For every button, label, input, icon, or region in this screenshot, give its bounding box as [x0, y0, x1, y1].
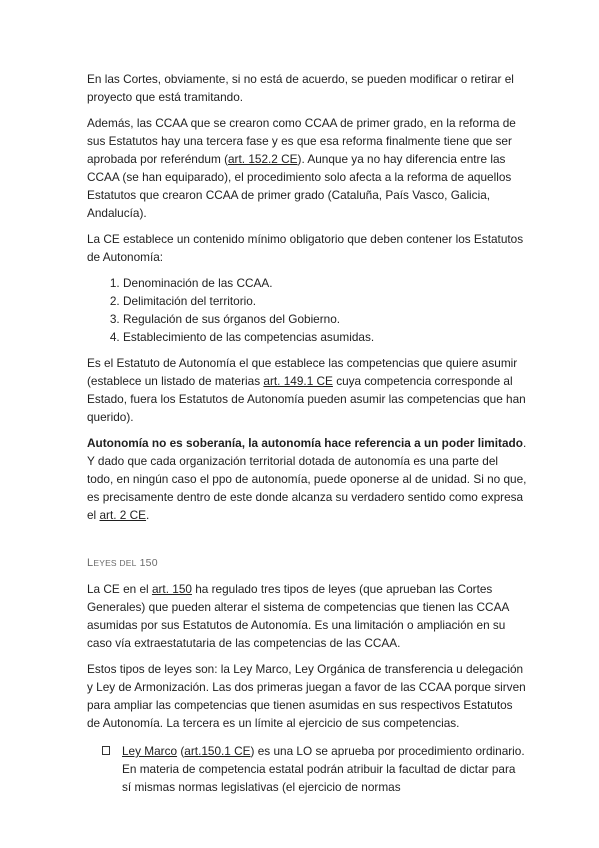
paragraph-text: ha regulado tres tipos de leyes (que aprueban las Cortes Generales) que pueden alterar el sistema de competencias que tienen las CCAA asumidas por sus Estatutos de Autonomía. Es una limitación o ampliación en su caso vía extraestatutaria de las competencias de las CCAA.: [87, 582, 509, 650]
paragraph-text: ) es una LO se aprueba por procedimiento ordinario. En materia de competencia estatal podrán atribuir la facultad de dictar para sí mismas normas legislativas (el ejercicio de normas: [122, 744, 525, 794]
ley-marco-link[interactable]: Ley Marco: [122, 744, 178, 758]
article-link-150-1[interactable]: art.150.1 CE: [184, 744, 251, 758]
bullet-item-ley-marco: [87, 742, 527, 796]
paragraph-autonomia-soberania: [87, 434, 527, 524]
paragraph-text: .: [146, 508, 150, 522]
paragraph-text: . Y dado que cada organización territorial dotada de autonomía es una parte del todo, en ningún caso el ppo de autonomía, puede oponerse al de unidad. Si no que, es precisamente dentro de este donde alcanza su verdadero sentido como expresa el: [87, 436, 527, 522]
article-link-150[interactable]: art. 150: [151, 582, 192, 596]
paragraph-reforma-estatutos: [87, 114, 527, 222]
list-item: 2. Delimitación del territorio.: [123, 292, 527, 310]
section-heading: LEYES DEL 150: [87, 557, 158, 569]
article-link-2[interactable]: art. 2 CE: [99, 508, 147, 522]
paragraph-tipos-leyes: [87, 580, 527, 652]
paragraph-text: ). Aunque ya no hay diferencia entre las CCAA (se han equiparado), el procedimiento solo afecta a la reforma de aquellos Estatutos que crearon CCAA de primer grado (Cataluña, País Vasco, Galicia, Andalucía).: [87, 152, 512, 220]
paragraph-text: cuya competencia corresponde al Estado, fuera los Estatutos de Autonomía pueden asumir las competencias que han querido).: [87, 374, 526, 424]
article-link-152-2[interactable]: art. 152.2 CE: [228, 152, 298, 166]
paragraph-text: La CE en el: [87, 582, 152, 596]
paragraph-cortes: En las Cortes, obviamente, si no está de acuerdo, se pueden modificar o retirar el proyecto que está tramitando.: [87, 72, 514, 104]
square-bullet-icon: [102, 746, 110, 755]
numbered-list: [87, 274, 527, 346]
paragraph-text: Es el Estatuto de Autonomía el que establece las competencias que quiere asumir (establece un listado de materias: [87, 356, 518, 388]
article-link-149-1[interactable]: art. 149.1 CE: [263, 374, 333, 388]
paragraph-text: (: [177, 744, 185, 758]
list-item: 4. Establecimiento de las competencias asumidas.: [123, 328, 527, 346]
paragraph-estatuto-competencias: [87, 354, 527, 426]
bold-statement: Autonomía no es soberanía, la autonomía hace referencia a un poder limitado: [87, 436, 523, 450]
paragraph-text: Además, las CCAA que se crearon como CCAA de primer grado, en la reforma de sus Estatutos hay una tercera fase y es que esa reforma finalmente tiene que ser aprobada por referéndum (: [87, 116, 516, 166]
document-page: [87, 70, 527, 796]
paragraph-ley-marco-organica: Estos tipos de leyes son: la Ley Marco, Ley Orgánica de transferencia u delegación y Ley de Armonización. Las dos primeras juegan a favor de las CCAA porque sirven para ampliar las competencias que tienen asumidas en sus respectivos Estatutos de Autonomía. La tercera es un límite al ejercicio de sus competencias.: [87, 662, 526, 730]
list-item: 1. Denominación de las CCAA.: [123, 274, 527, 292]
list-item: 3. Regulación de sus órganos del Gobierno.: [123, 310, 527, 328]
paragraph-contenido-minimo: La CE establece un contenido mínimo obligatorio que deben contener los Estatutos de Autonomía:: [87, 232, 524, 264]
